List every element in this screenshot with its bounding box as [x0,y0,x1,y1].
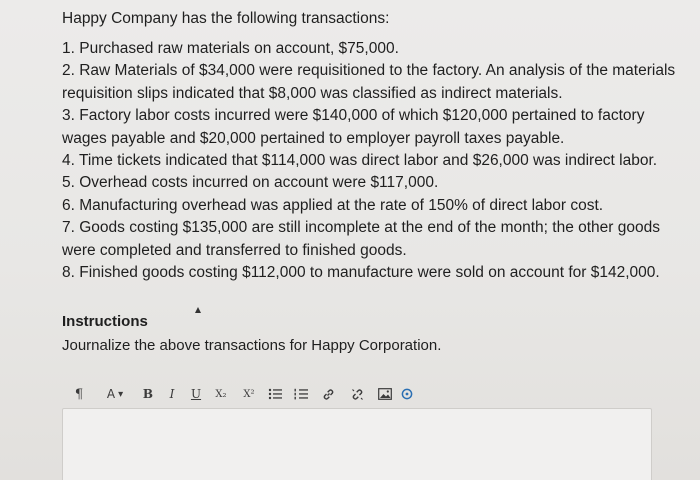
unlink-icon [351,388,364,401]
transaction-item-3: 3. Factory labor costs incurred were $140,000 of which $120,000 pertained to factory wages payable and $20,000 pertained to employer payroll taxes payable. [62,107,645,147]
editor-toolbar [64,382,644,406]
bold-button[interactable]: B [142,387,154,401]
image-icon [378,388,392,400]
underline-button[interactable]: U [190,387,202,401]
transaction-item-1: 1. Purchased raw materials on account, $75,000. [62,40,399,57]
question-content [62,8,682,357]
mouse-pointer-icon [195,307,201,313]
transaction-item-7: 7. Goods costing $135,000 are still incomplete at the end of the month; the other goods were completed and transferred to finished goods. [62,219,660,259]
subscript-button[interactable]: X₂ [215,388,227,400]
answer-editor[interactable] [62,408,652,480]
chevron-down-icon: ▾ [118,388,124,400]
font-color-button[interactable] [94,384,136,404]
media-icon [401,388,413,400]
transaction-list [62,38,682,284]
unlink-button[interactable] [340,384,374,404]
transaction-item-8: 8. Finished goods costing $112,000 to manufacture were sold on account for $142,000. [62,264,660,282]
transaction-item-5: 5. Overhead costs incurred on account were $117,000. [62,174,439,192]
link-button[interactable] [316,384,340,404]
insert-media-button[interactable] [396,384,418,404]
bulleted-list-button[interactable] [264,384,286,404]
instructions-text: Journalize the above transactions for Happy Corporation. [62,337,442,355]
transaction-item-2: 2. Raw Materials of $34,000 were requisitioned to the factory. An analysis of the materials requisition slips indicated that $8,000 was classified as indirect materials. [62,62,676,102]
paragraph-button[interactable] [64,384,94,404]
superscript-button[interactable]: X² [243,388,255,400]
transaction-item-4: 4. Time tickets indicated that $114,000 was direct labor and $26,000 was indirect labor. [62,152,658,170]
numbered-list-button[interactable] [286,384,316,404]
insert-image-button[interactable] [374,384,396,404]
problem-intro: Happy Company has the following transactions: [62,10,390,27]
italic-button[interactable]: I [169,387,175,401]
font-color-icon: A [106,387,116,401]
numbered-list-icon [294,388,308,400]
link-icon [322,388,335,401]
transaction-item-6: 6. Manufacturing overhead was applied at the rate of 150% of direct labor cost. [62,196,604,214]
bulleted-list-icon [268,388,282,400]
paragraph-icon: ¶ [74,386,84,402]
instructions-heading: Instructions [62,313,148,331]
